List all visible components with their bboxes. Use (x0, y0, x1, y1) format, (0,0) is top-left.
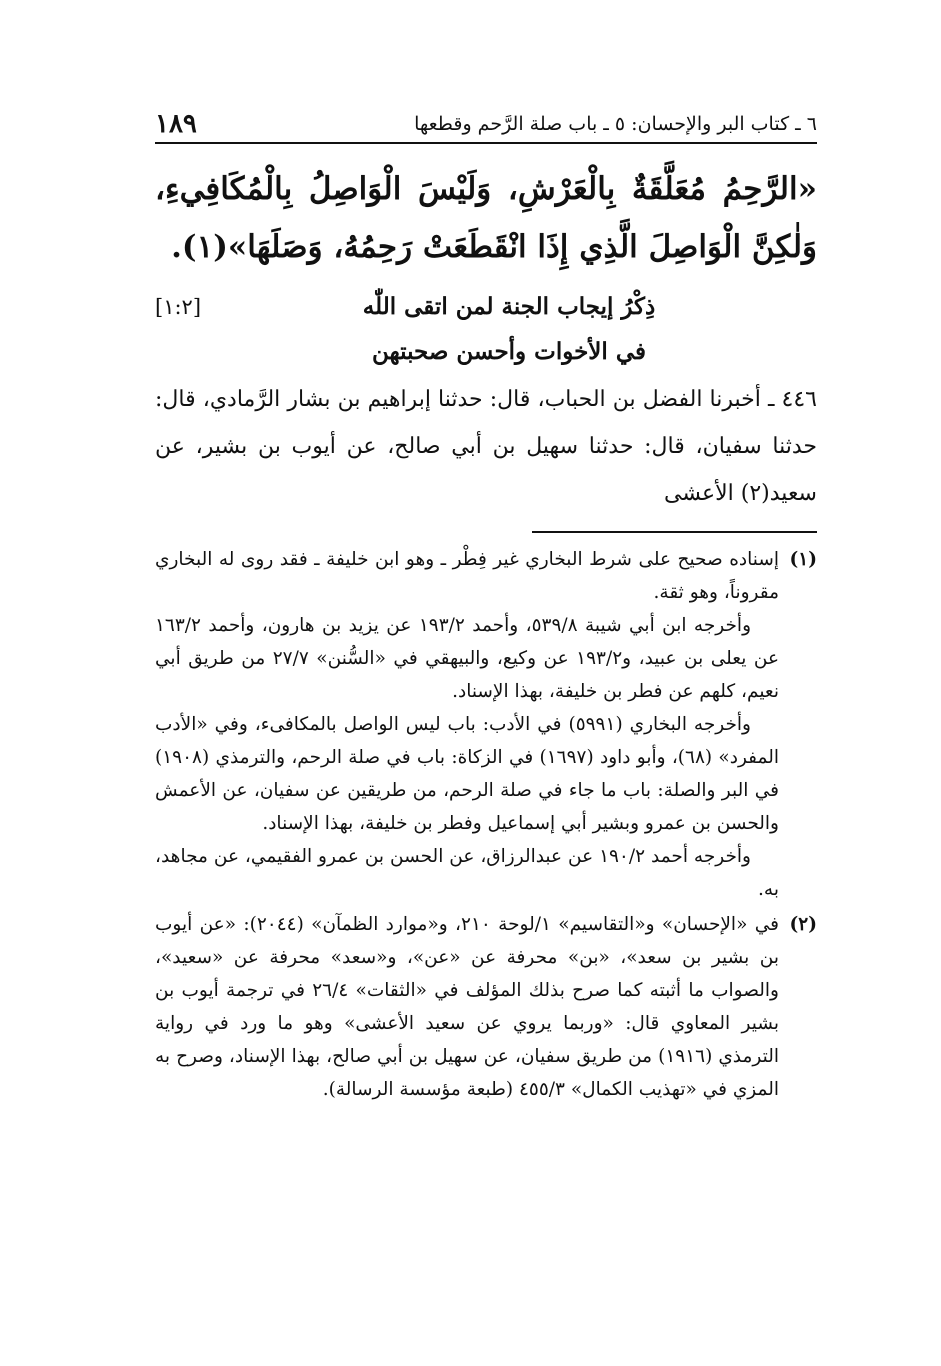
running-head (155, 100, 817, 144)
footnote-paragraph: وأخرجه ابن أبي شيبة ٥٣٩/٨، وأحمد ١٩٣/٢ عن يزيد بن هارون، وأحمد ١٦٣/٢ عن يعلى بن عبيد، و١٩٣/٢ عن وكيع، والبيهقي في «السُّنن» ٢٧/٧ من طريق أبي نعيم، كلهم عن فطر بن خليفة، بهذا الإسناد. (155, 615, 779, 702)
footnote-paragraph: وأخرجه أحمد ١٩٠/٢ عن عبدالرزاق، عن الحسن بن عمرو الفقيمي، عن مجاهد، به. (155, 846, 779, 900)
footnote-divider (532, 531, 817, 533)
section-heading (155, 284, 817, 374)
footnote-paragraph: وأخرجه البخاري (٥٩٩١) في الأدب: باب ليس الواصل بالمكافىء، وفي «الأدب المفرد» (٦٨)، وأبو داود (١٦٩٧) في الزكاة: باب في صلة الرحم، والترمذي (١٩٠٨) في البر والصلة: باب ما جاء في صلة الرحم، من طريقين عن سفيان، عن الأعمش والحسن بن عمرو وبشير أبي إسماعيل وفطر بن خليفة، بهذا الإسناد. (155, 714, 779, 834)
section-heading-line-1: ذِكْرُ إيجاب الجنة لمن اتقى اللّٰه (362, 293, 656, 320)
footnote-marker: (٢) (789, 914, 817, 935)
page-number: ١٨٩ (155, 109, 197, 139)
footnotes (155, 543, 817, 1106)
hadith-reference: [١:٢] (155, 295, 202, 319)
footnote-paragraph: إسناده صحيح على شرط البخاري غير فِطْر ـ وهو ابن خليفة ـ فقد روى له البخاري مقروناً، وهو ثقة. (155, 549, 779, 603)
book-page (155, 100, 817, 1108)
running-head-title: ٦ ـ كتاب البر والإحسان: ٥ ـ باب صلة الرَّحم وقطعها (414, 113, 817, 135)
footnote-body (155, 543, 779, 906)
section-heading-line-2: في الأخوات وأحسن صحبتهن (372, 338, 646, 365)
footnote-1 (155, 543, 817, 906)
isnad-paragraph: ٤٤٦ ـ أخبرنا الفضل بن الحباب، قال: حدثنا إبراهيم بن بشار الرَّمادي، قال: حدثنا سفيان، قال: حدثنا سهيل بن أبي صالح، عن أيوب بن بشير، عن سعيد(٢) الأعشى (155, 387, 817, 506)
hadith-text: «الرَّحِمُ مُعَلَّقَةٌ بِالْعَرْشِ، وَلَيْسَ الْوَاصِلُ بِالْمُكَافِيءِ، وَلٰكِنَّ الْوَاصِلَ الَّذِي إِذَا انْقَطَعَتْ رَحِمُهُ، وَصَلَهَا»(١). (155, 171, 817, 265)
footnote-body (155, 908, 779, 1106)
footnote-2 (155, 908, 817, 1106)
footnote-marker: (١) (789, 549, 817, 570)
footnote-paragraph: في «الإحسان» و«التقاسيم» ١/لوحة ٢١٠، و«موارد الظمآن» (٢٠٤٤): «عن أيوب بن بشير بن سعد»، «بن» محرفة عن «عن»، و«سعد» محرفة عن «سعيد»، والصواب ما أثبته كما صرح بذلك المؤلف في «الثقات» ٢٦/٤ في ترجمة أيوب بن بشير المعاوي قال: «وربما يروي عن سعيد الأعشى» وهو ما ورد في رواية الترمذي (١٩١٦) من طريق سفيان، عن سهيل بن أبي صالح، بهذا الإسناد، وصرح به المزي في «تهذيب الكمال» ٤٥٥/٣ (طبعة مؤسسة الرسالة). (155, 914, 779, 1100)
